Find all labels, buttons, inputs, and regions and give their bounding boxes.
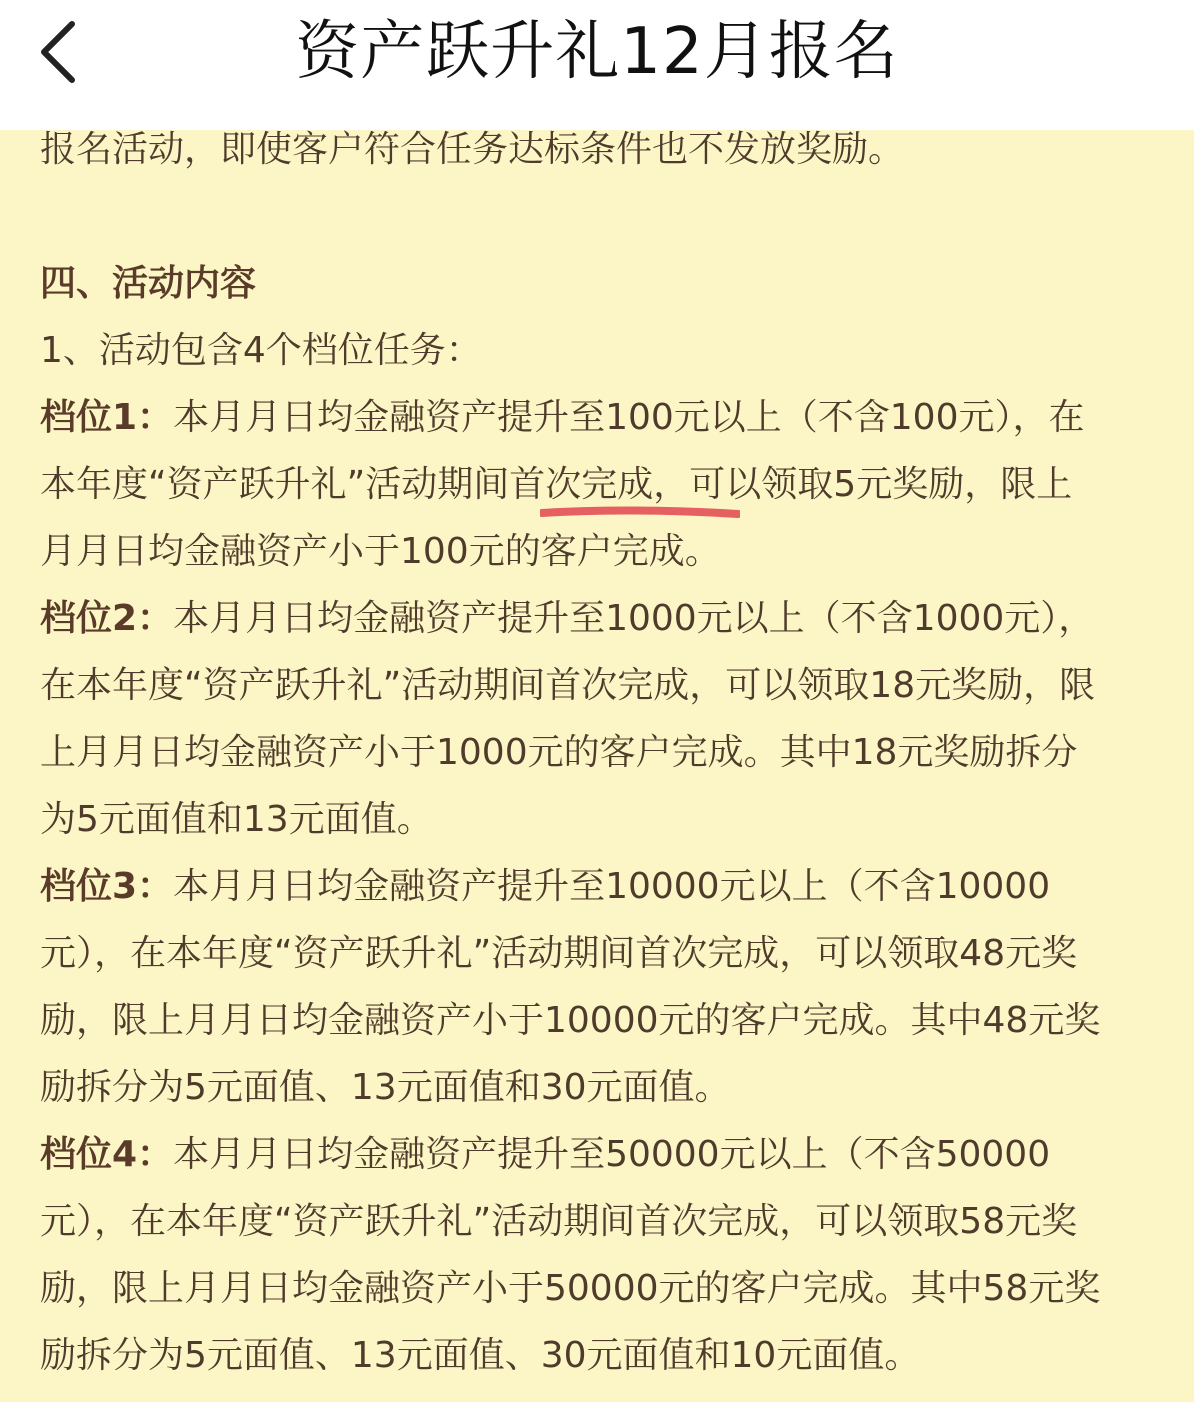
tier-4-text-1: 本月月日均金融资产提升至50000元以上（不含50000: [173, 1134, 1051, 1175]
intro-tail-text: 报名活动，即使客户符合任务达标条件也不发放奖励。: [40, 130, 905, 170]
tier-2-label: 档位2：: [40, 598, 174, 639]
tier-3-line-4: 励拆分为5元面值、13元面值和30元面值。: [40, 1067, 731, 1108]
tier-4-line-2: 元），在本年度“资产跃升礼”活动期间首次完成，可以领取58元奖: [40, 1201, 1078, 1242]
top-bar: [0, 0, 1194, 130]
tier-2-line-4: 为5元面值和13元面值。: [40, 799, 433, 840]
tier-1-line-1: [40, 384, 1160, 451]
section-heading: 四、活动内容: [40, 263, 257, 304]
tier-3-line-1: [40, 853, 1160, 920]
tier-3-text-1: 本月月日均金融资产提升至10000元以上（不含10000: [173, 866, 1051, 907]
tier-2-line-1: [40, 585, 1160, 652]
tier-1: [40, 384, 1160, 585]
tier-2: [40, 585, 1160, 853]
tier-4-line-3: 励，限上月月日均金融资产小于50000元的客户完成。其中58元奖: [40, 1268, 1101, 1309]
tier-3-line-3: 励，限上月月日均金融资产小于10000元的客户完成。其中48元奖: [40, 1000, 1101, 1041]
tier-4-line-1: [40, 1121, 1160, 1188]
tier-1-label: 档位1：: [40, 397, 174, 438]
tier-4-label: 档位4：: [40, 1134, 174, 1175]
tier-2-text-1: 本月月日均金融资产提升至1000元以上（不含1000元），: [173, 598, 1095, 639]
activity-rules-content: [0, 130, 1194, 1402]
highlight-underline-mark: [540, 506, 740, 520]
tier-4-line-4: 励拆分为5元面值、13元面值、30元面值和10元面值。: [40, 1335, 921, 1376]
tier-1-line-3: 月月日均金融资产小于100元的客户完成。: [40, 531, 721, 572]
tier-3-label: 档位3：: [40, 866, 174, 907]
tier-3-line-2: 元），在本年度“资产跃升礼”活动期间首次完成，可以领取48元奖: [40, 933, 1078, 974]
page-title: 资产跃升礼12月报名: [295, 15, 899, 89]
tier-2-line-3: 上月月日均金融资产小于1000元的客户完成。其中18元奖励拆分: [40, 732, 1078, 773]
tier-3: [40, 853, 1160, 1121]
tier-4: [40, 1121, 1160, 1389]
tier-1-line-2: 本年度“资产跃升礼”活动期间首次完成，可以领取5元奖励，限上: [40, 464, 1073, 505]
tier-2-line-2: 在本年度“资产跃升礼”活动期间首次完成，可以领取18元奖励，限: [40, 665, 1096, 706]
item-1-text: 1、活动包含4个档位任务：: [40, 330, 482, 371]
tier-1-text-1: 本月月日均金融资产提升至100元以上（不含100元），在: [173, 397, 1085, 438]
